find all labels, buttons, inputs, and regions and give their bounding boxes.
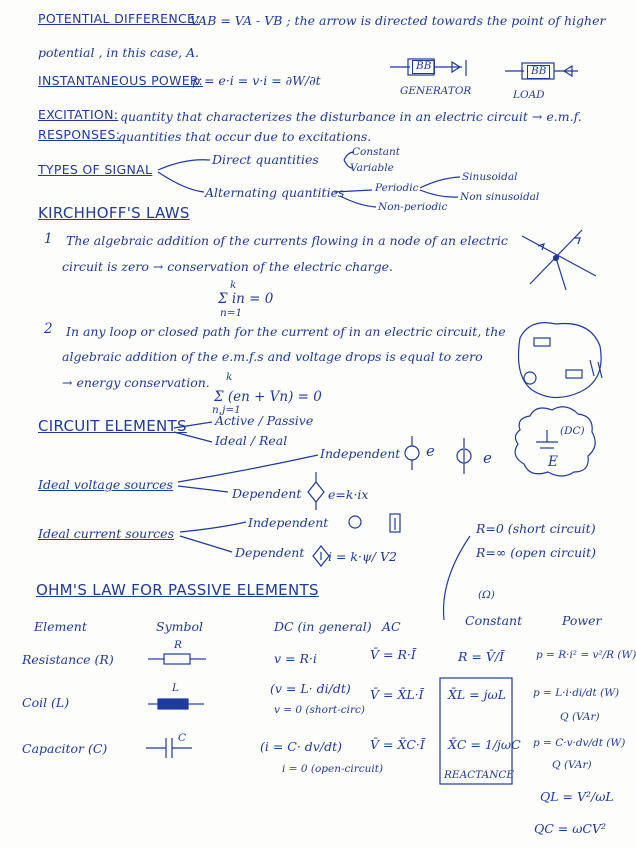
resistance-ac: V̄ = R·Ī (370, 647, 416, 662)
coil-constant: X̄L = jωL (448, 687, 506, 702)
r-notes-arrow (444, 536, 470, 620)
circuit-elements-title: CIRCUIT ELEMENTS (38, 417, 187, 435)
law1-line-a: The algebraic addition of the currents flowing in a node of an electric (66, 233, 508, 248)
coil-reactive-power-formula: QL = V²/ωL (540, 789, 614, 804)
law1-line-b: circuit is zero → conservation of the electric charge. (62, 259, 393, 274)
header-ac: AC (382, 619, 401, 634)
header-symbol: Symbol (156, 619, 204, 634)
potential-difference-continuation: potential , in this case, A. (38, 45, 200, 60)
law2-line-c: → energy conservation. (62, 375, 210, 390)
dependent-current-equation: i = k·ψ/ V2 (328, 549, 397, 564)
resistance-symbol-label: R (174, 639, 182, 651)
law2-limit-bottom: n,j=1 (212, 404, 241, 416)
constant-label: Constant (352, 146, 400, 158)
instantaneous-power-label: INSTANTANEOUS POWER: (38, 73, 204, 88)
header-constant: Constant (465, 613, 523, 628)
active-passive-label: Active / Passive (215, 413, 314, 428)
potential-difference-label: POTENTIAL DIFFERENCE: (38, 11, 200, 26)
short-circuit-note: R=0 (short circuit) (476, 521, 596, 536)
coil-dc-short: v = 0 (short-circ) (274, 704, 366, 716)
periodic-label: Periodic (375, 182, 419, 194)
kirchhoff-title: KIRCHHOFF'S LAWS (38, 204, 190, 222)
direct-quantities: Direct quantities (212, 152, 319, 167)
coil-ac: V̄ = X̄L·Ī (370, 687, 424, 702)
voltage-source-e-label: e (426, 442, 435, 460)
sinusoidal-label: Sinusoidal (462, 171, 518, 183)
law2-line-b: algebraic addition of the e.m.f.s and voltage drops is equal to zero (62, 349, 483, 364)
capacitor-dc: (i = C· dv/dt) (260, 739, 342, 754)
potential-difference-formula: VAB = VA - VB ; the arrow is directed towards the point of higher (190, 13, 606, 28)
open-circuit-note: R=∞ (open circuit) (476, 545, 597, 560)
capacitor-reactive-power: Q (VAr) (552, 759, 592, 771)
generator-caption: GENERATOR (400, 85, 472, 97)
resistance-constant: R = V̄/Ī (458, 649, 505, 664)
law2-line-a: In any loop or closed path for the current of in an electric circuit, the (66, 324, 506, 339)
alternating-quantities: Alternating quantities (205, 185, 345, 200)
voltage-dependent-label: Dependent (232, 486, 302, 501)
law1-equation: Σ in = 0 (218, 291, 274, 307)
resistance-power: p = R·i² = v²/R (W) (536, 649, 636, 661)
capacitor-constant: X̄C = 1/jωC (448, 737, 521, 752)
coil-symbol (148, 699, 204, 709)
header-power: Power (562, 613, 602, 628)
capacitor-power: p = C·v·dv/dt (W) (533, 737, 626, 749)
kirchhoff-node-diagram (522, 230, 596, 290)
capacitor-symbol-label: C (178, 732, 187, 744)
generator-box-label: BB (412, 60, 435, 74)
law1-limit-top: k (230, 279, 237, 291)
coil-reactive-power: Q (VAr) (560, 711, 600, 723)
ideal-real-label: Ideal / Real (215, 433, 288, 448)
current-dependent-label: Dependent (235, 545, 305, 560)
instantaneous-power-formula: p = e·i = v·i = ∂W/∂t (192, 73, 321, 88)
excitation-text: quantity that characterizes the disturbance in an electric circuit → e.m.f. (120, 109, 582, 124)
coil-dc: (v = L· di/dt) (270, 681, 351, 696)
reactance-label: REACTANCE (444, 769, 515, 781)
header-dc: DC (in general) (274, 619, 372, 634)
responses-text: quantities that occur due to excitations. (118, 129, 372, 144)
independent-current-source-symbol (457, 438, 471, 474)
dependent-voltage-equation: e=k·ix (328, 487, 369, 502)
nonperiodic-label: Non-periodic (378, 201, 448, 213)
responses-label: RESPONSES: (38, 127, 121, 142)
header-element: Element (34, 619, 87, 634)
law1-limit-bottom: n=1 (220, 307, 243, 319)
law2-number: 2 (44, 321, 53, 337)
resistance-name: Resistance (R) (22, 652, 114, 667)
current-source-e-label: e (483, 449, 492, 467)
ideal-voltage-sources-label: Ideal voltage sources (38, 477, 173, 492)
ohms-law-title: OHM'S LAW FOR PASSIVE ELEMENTS (36, 581, 319, 599)
variable-label: Variable (350, 162, 394, 174)
coil-symbol-label: L (172, 682, 179, 694)
capacitor-name: Capacitor (C) (22, 741, 108, 756)
resistance-dc: v = R·i (274, 651, 317, 666)
coil-name: Coil (L) (22, 695, 70, 710)
types-of-signal-label: TYPES OF SIGNAL (38, 162, 153, 177)
load-box-label: BB (527, 65, 550, 79)
kirchhoff-loop-diagram (519, 323, 603, 398)
dependent-voltage-source-symbol (308, 472, 324, 510)
capacitor-dc-open: i = 0 (open-circuit) (282, 763, 384, 775)
capacitor-reactive-power-formula: QC = ωCV² (534, 821, 607, 836)
dc-label: (DC) (560, 425, 585, 437)
independent-voltage-source-symbol (405, 436, 419, 470)
voltage-independent-label: Independent (320, 446, 401, 461)
dc-source-e-label: E (548, 454, 558, 470)
resistor-symbol (148, 654, 206, 664)
ohm-unit-label: (Ω) (478, 589, 495, 601)
load-caption: LOAD (513, 89, 545, 101)
law2-equation: Σ (en + Vn) = 0 (214, 389, 322, 405)
ideal-current-sources-label: Ideal current sources (38, 526, 174, 541)
law1-number: 1 (44, 231, 53, 247)
coil-power: p = L·i·di/dt (W) (533, 687, 620, 699)
law2-limit-top: k (226, 371, 233, 383)
excitation-label: EXCITATION: (38, 107, 119, 122)
current-independent-label: Independent (248, 515, 329, 530)
capacitor-ac: V̄ = X̄C·Ī (370, 737, 425, 752)
nonsinusoidal-label: Non sinusoidal (460, 191, 540, 203)
